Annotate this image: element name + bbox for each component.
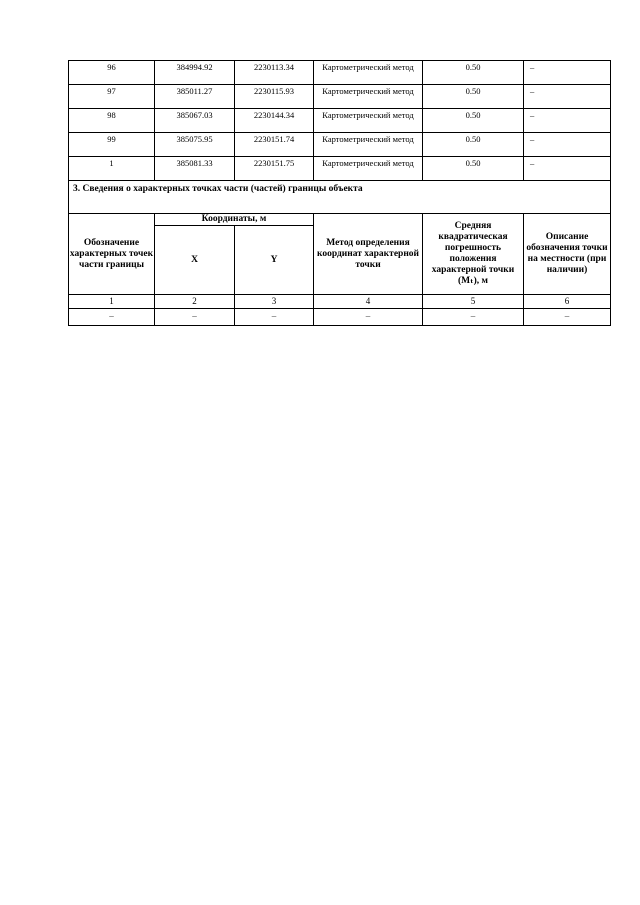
y-coordinate-cell: 2230144.34: [235, 109, 314, 133]
header-designation: Обозначение характерных точек части границы: [69, 214, 155, 295]
document-page: [68, 60, 610, 326]
point-number-cell: 98: [69, 109, 155, 133]
point-number-cell: 97: [69, 85, 155, 109]
method-cell: Картометрический метод: [314, 157, 423, 181]
section-3-title-row: [69, 181, 611, 214]
x-coordinate-cell: 385011.27: [155, 85, 235, 109]
header-mt: Средняя квадратическая погрешность положения характерной точки (Mₜ), м: [423, 214, 524, 295]
points-table-body: [69, 61, 611, 181]
description-cell: –: [524, 157, 611, 181]
header-coordinates: Координаты, м: [155, 214, 314, 226]
empty-cell: –: [155, 309, 235, 326]
empty-cell: –: [235, 309, 314, 326]
y-coordinate-cell: 2230113.34: [235, 61, 314, 85]
point-row: [69, 133, 611, 157]
empty-cell: –: [69, 309, 155, 326]
method-cell: Картометрический метод: [314, 109, 423, 133]
description-cell: –: [524, 85, 611, 109]
header-row-1: [69, 214, 611, 226]
points-table: [68, 60, 611, 326]
mt-cell: 0.50: [423, 133, 524, 157]
x-coordinate-cell: 384994.92: [155, 61, 235, 85]
point-number-cell: 1: [69, 157, 155, 181]
x-coordinate-cell: 385075.95: [155, 133, 235, 157]
point-number-cell: 96: [69, 61, 155, 85]
point-number-cell: 99: [69, 133, 155, 157]
header-method: Метод определения координат характерной точки: [314, 214, 423, 295]
method-cell: Картометрический метод: [314, 133, 423, 157]
x-coordinate-cell: 385067.03: [155, 109, 235, 133]
empty-cell: –: [314, 309, 423, 326]
y-coordinate-cell: 2230151.75: [235, 157, 314, 181]
empty-cell: –: [423, 309, 524, 326]
header-x: X: [155, 226, 235, 295]
column-number-row: [69, 295, 611, 309]
method-cell: Картометрический метод: [314, 85, 423, 109]
description-cell: –: [524, 133, 611, 157]
y-coordinate-cell: 2230151.74: [235, 133, 314, 157]
point-row: [69, 109, 611, 133]
column-number: 4: [314, 295, 423, 309]
column-number: 5: [423, 295, 524, 309]
empty-cell: –: [524, 309, 611, 326]
column-number: 2: [155, 295, 235, 309]
point-row: [69, 85, 611, 109]
description-cell: –: [524, 109, 611, 133]
mt-cell: 0.50: [423, 109, 524, 133]
mt-cell: 0.50: [423, 85, 524, 109]
point-row: [69, 157, 611, 181]
description-cell: –: [524, 61, 611, 85]
x-coordinate-cell: 385081.33: [155, 157, 235, 181]
column-number: 3: [235, 295, 314, 309]
section-3-title: 3. Сведения о характерных точках части (частей) границы объекта: [69, 181, 611, 214]
column-number: 6: [524, 295, 611, 309]
y-coordinate-cell: 2230115.93: [235, 85, 314, 109]
mt-cell: 0.50: [423, 157, 524, 181]
header-y: Y: [235, 226, 314, 295]
header-description: Описание обозначения точки на местности (при наличии): [524, 214, 611, 295]
point-row: [69, 61, 611, 85]
mt-cell: 0.50: [423, 61, 524, 85]
method-cell: Картометрический метод: [314, 61, 423, 85]
column-number: 1: [69, 295, 155, 309]
empty-data-row: [69, 309, 611, 326]
